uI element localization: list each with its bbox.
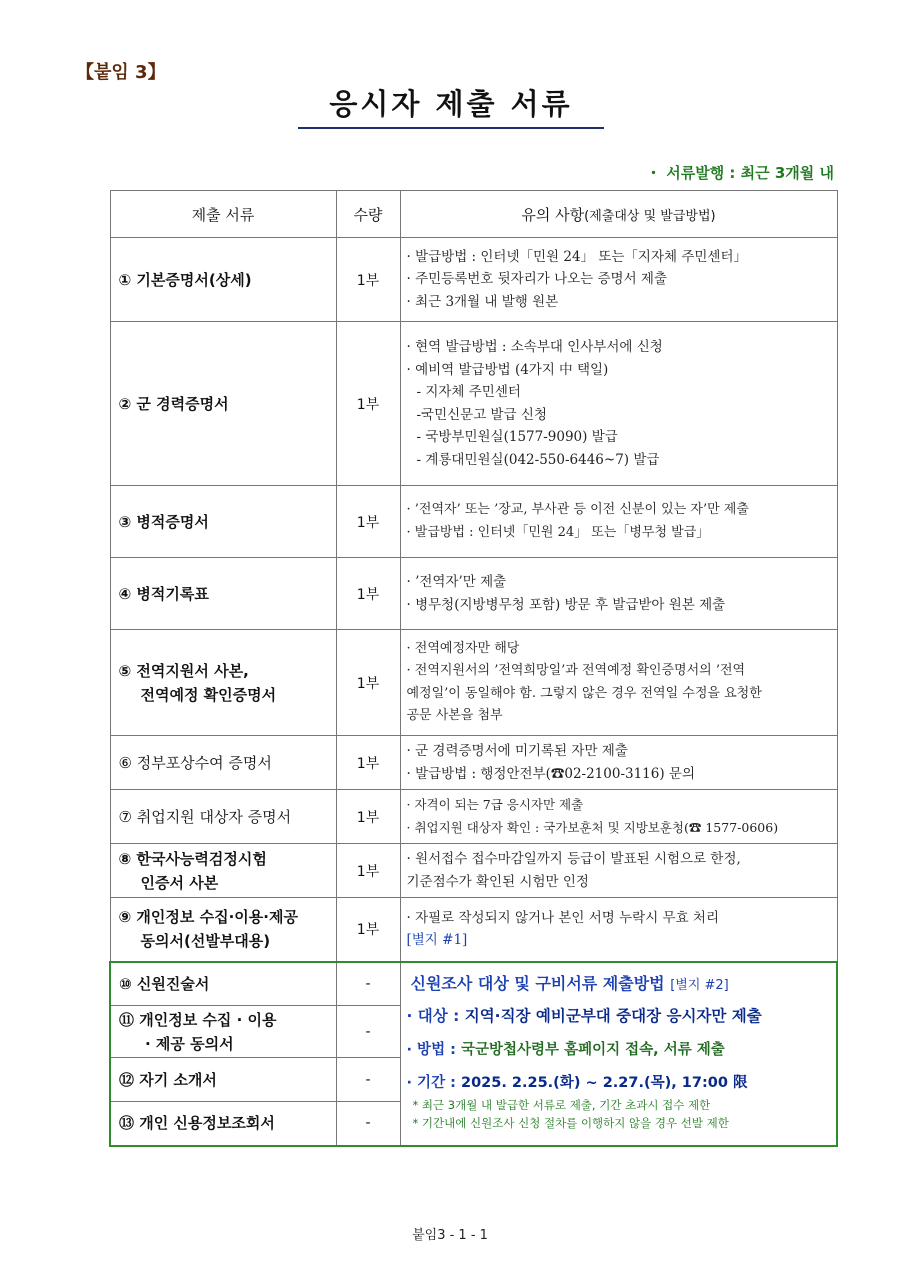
table-row xyxy=(110,844,837,898)
document-qty: 1부 xyxy=(336,486,400,558)
note-line: · 군 경력증명서에 미기록된 자만 제출 xyxy=(406,743,628,759)
note-line: · 자필로 작성되지 않거나 본인 서명 누락시 무효 처리 xyxy=(406,909,719,926)
document-notes xyxy=(400,238,837,322)
table-row xyxy=(110,630,837,736)
document-qty: 1부 xyxy=(336,790,400,844)
document-name-line: 동의서(선발부대용) xyxy=(140,932,271,951)
target-value: 지역·직장 예비군부대 중대장 응시자만 제출 xyxy=(464,1006,762,1025)
note-line: · 주민등록번호 뒷자리가 나오는 증명서 제출 xyxy=(406,271,667,288)
note-line: · 전역지원서의 ’전역희망일’과 전역예정 확인증명서의 ’전역 xyxy=(406,663,746,678)
note-line: · 전역예정자만 해당 xyxy=(406,640,520,656)
document-notes xyxy=(400,790,837,844)
note-line: · 발급방법 : 인터넷「민원 24」 또는「지자체 주민센터」 xyxy=(406,248,748,265)
document-name: ① 기본증명서(상세) xyxy=(110,238,336,322)
table-row xyxy=(110,736,837,790)
document-notes xyxy=(400,736,837,790)
note-line: · 병무청(지방병무청 포함) 방문 후 발급받아 원본 제출 xyxy=(406,596,726,613)
document-qty: 1부 xyxy=(336,736,400,790)
note-line: [별지 #1] xyxy=(406,932,468,949)
table-row xyxy=(110,962,837,1006)
document-name: ⑥ 정부포상수여 증명서 xyxy=(110,736,336,790)
document-qty: 1부 xyxy=(336,322,400,486)
document-name xyxy=(110,1006,336,1058)
document-name-line: 전역예정 확인증명서 xyxy=(140,685,277,704)
note-line: · 발급방법 : 인터넷「민원 24」 또는「병무청 발급」 xyxy=(406,524,710,540)
page-number: 붙임3 - 1 - 1 xyxy=(412,1228,488,1243)
document-qty: 1부 xyxy=(336,630,400,736)
document-qty: 1부 xyxy=(336,558,400,630)
document-name: ④ 병적기록표 xyxy=(110,558,336,630)
header-documents: 제출 서류 xyxy=(110,191,336,238)
document-name: ② 군 경력증명서 xyxy=(110,322,336,486)
method-note: * 기간내에 신원조사 신청 절차를 이행하지 않을 경우 선발 제한 xyxy=(412,1115,729,1130)
page-title: 응시자 제출 서류 xyxy=(329,87,573,121)
document-qty: - xyxy=(336,1058,400,1102)
document-name xyxy=(110,844,336,898)
method-title xyxy=(411,971,831,994)
document-notes xyxy=(400,322,837,486)
note-line: · 예비역 발급방법 (4가지 中 택일) xyxy=(406,361,609,378)
note-line: · 현역 발급방법 : 소속부대 인사부서에 신청 xyxy=(406,339,663,355)
note-line: - 계룡대민원실(042-550-6446~7) 발급 xyxy=(416,451,660,468)
method-title-ref: [별지 #2] xyxy=(670,977,729,993)
document-table xyxy=(109,190,838,1147)
document-name: ⑫ 자기 소개서 xyxy=(110,1058,336,1102)
title-underline xyxy=(298,127,604,129)
background-check-method xyxy=(400,962,837,1146)
table-row xyxy=(110,486,837,558)
document-notes xyxy=(400,630,837,736)
document-name: ⑦ 취업지원 대상자 증명서 xyxy=(110,790,336,844)
table-row xyxy=(110,790,837,844)
document-qty: - xyxy=(336,1102,400,1146)
method-title-text: 신원조사 대상 및 구비서류 제출방법 xyxy=(410,973,665,993)
document-name: ⑬ 개인 신용정보조회서 xyxy=(110,1102,336,1146)
note-line: · 최근 3개월 내 발행 원본 xyxy=(406,293,559,310)
period-label: · 기간 : xyxy=(406,1074,456,1091)
header-notes xyxy=(400,191,837,238)
document-name xyxy=(110,898,336,962)
header-quantity: 수량 xyxy=(336,191,400,238)
document-name-line: · 제공 동의서 xyxy=(145,1034,234,1053)
document-name: ⑩ 신원진술서 xyxy=(110,962,336,1006)
table-header-row xyxy=(110,191,837,238)
document-name xyxy=(110,630,336,736)
note-line: · 발급방법 : 행정안전부(☎02-2100-3116) 문의 xyxy=(406,765,696,782)
document-name-line: ⑨ 개인정보 수집·이용·제공 xyxy=(118,908,298,927)
note-line: · 원서접수 접수마감일까지 등급이 발표된 시험으로 한정, xyxy=(406,851,741,867)
note-line: · 취업지원 대상자 확인 : 국가보훈처 및 지방보훈청(☎ 1577-0606) xyxy=(406,819,779,835)
note-line: 공문 사본을 첨부 xyxy=(406,708,503,723)
method-period xyxy=(407,1071,831,1092)
header-notes-main: 유의 사항 xyxy=(521,205,585,224)
note-line: - 지자체 주민센터 xyxy=(416,384,521,400)
table-row xyxy=(110,898,837,962)
document-notes xyxy=(400,844,837,898)
document-name-line: ⑤ 전역지원서 사본, xyxy=(118,661,249,680)
target-label: · 대상 : xyxy=(406,1006,460,1025)
note-line: -국민신문고 발급 신청 xyxy=(416,406,548,423)
document-qty: 1부 xyxy=(336,844,400,898)
note-line: 예정일’이 동일해야 함. 그렇지 않은 경우 전역일 수정을 요청한 xyxy=(406,685,762,701)
document-notes xyxy=(400,486,837,558)
note-line: · 자격이 되는 7급 응시자만 제출 xyxy=(406,797,584,812)
method-value: 국군방첩사령부 홈페이지 접속, 서류 제출 xyxy=(460,1041,725,1058)
note-line: 기준점수가 확인된 시험만 인정 xyxy=(406,873,589,890)
table-row xyxy=(110,322,837,486)
document-qty: - xyxy=(336,1006,400,1058)
attachment-label: 【붙임 3】 xyxy=(76,62,166,83)
table-row xyxy=(110,558,837,630)
note-line: - 국방부민원실(1577-9090) 발급 xyxy=(416,429,618,445)
issue-note: ・ 서류발행 : 최근 3개월 내 xyxy=(646,164,834,182)
document-name-line: ⑪ 개인정보 수집 · 이용 xyxy=(119,1010,277,1029)
document-qty: 1부 xyxy=(336,898,400,962)
header-notes-sub: (제출대상 및 발급방법) xyxy=(584,208,716,224)
document-qty: - xyxy=(336,962,400,1006)
document-notes xyxy=(400,898,837,962)
period-value: 2025. 2.25.(화) ~ 2.27.(목), 17:00 限 xyxy=(460,1074,748,1091)
method-how xyxy=(407,1038,831,1059)
document-name-line: ⑧ 한국사능력검정시험 xyxy=(118,849,267,868)
method-label: · 방법 : xyxy=(406,1041,456,1058)
document-notes xyxy=(400,558,837,630)
document-qty: 1부 xyxy=(336,238,400,322)
document-name: ③ 병적증명서 xyxy=(110,486,336,558)
method-note: * 최근 3개월 내 발급한 서류로 제출, 기간 초과시 접수 제한 xyxy=(412,1097,711,1112)
table-row xyxy=(110,238,837,322)
method-target xyxy=(407,1004,831,1026)
document-name-line: 인증서 사본 xyxy=(140,873,219,892)
note-line: · ’전역자’ 또는 ’장교, 부사관 등 이전 신분이 있는 자’만 제출 xyxy=(406,502,749,517)
note-line: · ’전역자’만 제출 xyxy=(406,574,507,590)
